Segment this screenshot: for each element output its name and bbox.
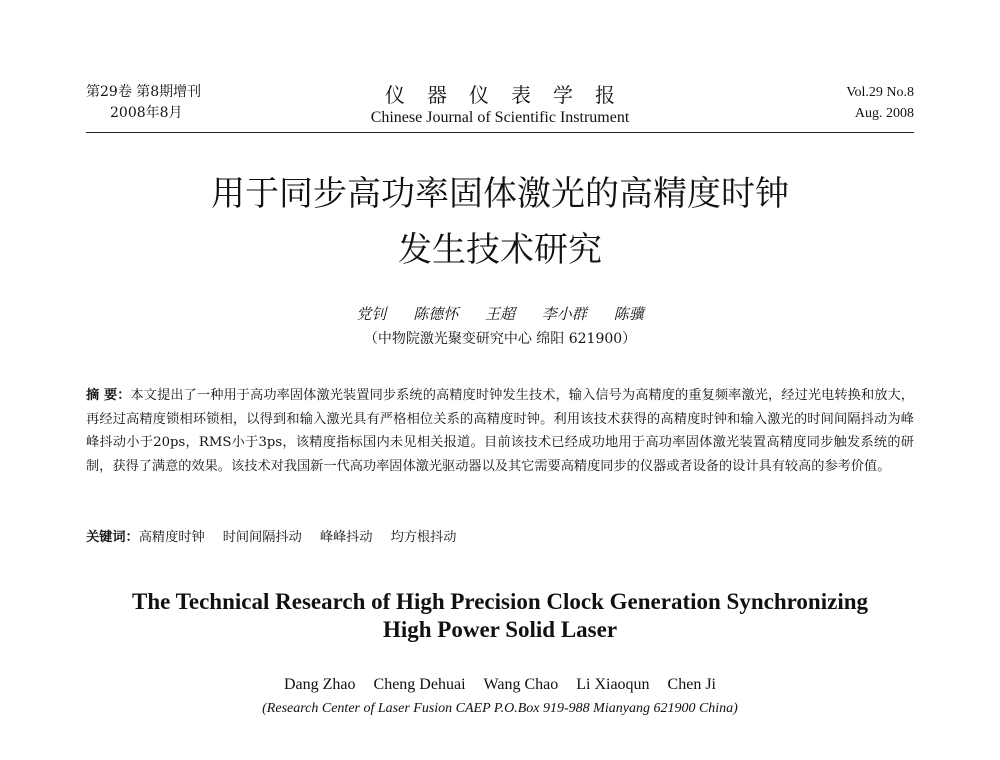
abstract-label: 摘 要： [86,388,131,403]
publication-date-cn: 2008年8月 [110,105,183,121]
keyword: 高精度时钟 [138,530,205,545]
volume-issue-en: Vol.29 No.8 [846,85,914,100]
title-en-line1: The Technical Research of High Precision Clock Generation Synchronizing [131,589,869,614]
abstract-text: 本文提出了一种用于高功率固体激光装置同步系统的高精度时钟发生技术，输入信号为高精度的重复频率激光，经过光电转换和放大，再经过高精度锁相环锁相，以得到和输入激光具有严格相位关系的高精度时钟。利用该技术获得的高精度时钟和输入激光的时间间隔抖动为峰峰抖动小于20ps，RMS小于3ps，该精度指标国内未见相关报道。目前该技术已经成功地用于高功率固体激光装置高精度同步触发系统的研制，获得了满意的效果。该技术对我国新一代高功率固体激光驱动器以及其它需要高精度同步的仪器或者设备的设计具有较高的参考价值。 [86,388,914,474]
author-cn: 李小群 [541,305,587,323]
title-cn-line1: 用于同步高功率固体激光的高精度时钟 [211,174,789,214]
keyword: 峰峰抖动 [319,530,373,545]
journal-name-en: Chinese Journal of Scientific Instrument [370,109,630,126]
publication-date-en: Aug. 2008 [854,106,914,121]
author-list-cn [0,304,1000,324]
author-list-en [0,675,1000,695]
journal-name [86,82,914,128]
abstract-cn [86,384,914,478]
paper-title-en [0,588,1000,644]
keywords-label: 关键词： [86,530,139,545]
author-en: Chen Ji [667,676,716,693]
journal-header [86,82,914,133]
author-cn: 王超 [484,305,515,323]
author-cn: 党钊 [356,305,387,323]
title-cn-line2: 发生技术研究 [398,230,602,270]
volume-info-en [846,82,914,124]
affiliation-en: (Research Center of Laser Fusion CAEP P.O.Box 919-988 Mianyang 621900 China) [262,701,738,716]
author-cn: 陈德怀 [413,305,459,323]
paper-title-cn [0,166,1000,278]
keywords-cn [86,528,914,548]
affiliation-cn: （中物院激光聚变研究中心 绵阳 621900） [363,331,637,347]
author-cn: 陈骥 [613,305,644,323]
keyword: 均方根抖动 [390,530,457,545]
keyword: 时间间隔抖动 [222,530,302,545]
volume-issue: 第29卷 第8期增刊 [86,84,202,100]
author-en: Li Xiaoqun [576,676,650,693]
author-en: Cheng Dehuai [373,676,466,693]
author-en: Dang Zhao [284,676,356,693]
journal-name-cn: 仪器仪表学报 [385,83,637,107]
title-en-line2: High Power Solid Laser [382,617,618,642]
author-en: Wang Chao [483,676,559,693]
